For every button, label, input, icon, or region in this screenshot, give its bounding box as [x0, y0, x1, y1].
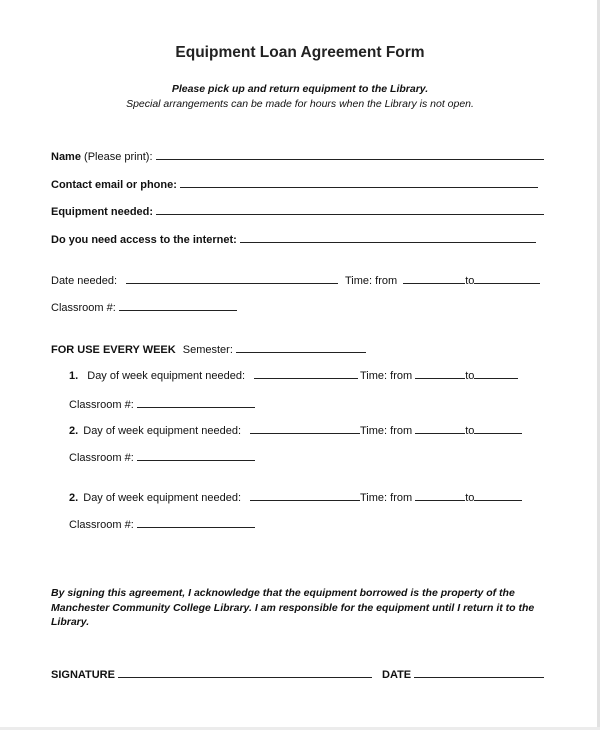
pickup-instruction: Please pick up and return equipment to the Library.	[171, 83, 429, 95]
internet-field[interactable]	[240, 233, 536, 243]
classroom-field[interactable]	[137, 518, 255, 528]
day-label: Day of week equipment needed:	[83, 425, 242, 437]
equipment-row	[51, 205, 544, 218]
weekly-entry-2-classroom-row	[69, 451, 255, 464]
day-field[interactable]	[250, 491, 360, 501]
entry-number: 1.	[69, 370, 79, 382]
entry-number: 2.	[69, 425, 79, 437]
signature-row	[51, 668, 372, 681]
weekly-entry-1-day-row	[69, 369, 358, 382]
special-arrangements-note: Special arrangements can be made for hours when the Library is not open.	[126, 98, 474, 110]
contact-row	[51, 178, 538, 191]
classroom-field[interactable]	[137, 451, 255, 461]
signature-field[interactable]	[118, 668, 372, 678]
classroom-label: Classroom #:	[69, 452, 134, 464]
classroom-row	[51, 301, 237, 314]
signature-date-field[interactable]	[414, 668, 544, 678]
date-needed-row	[51, 274, 338, 287]
classroom-field[interactable]	[137, 398, 255, 408]
name-label: Name	[51, 151, 81, 163]
classroom-field[interactable]	[119, 301, 237, 311]
time-to-field[interactable]	[474, 369, 518, 379]
weekly-entry-3-time-row	[360, 491, 522, 504]
equipment-label: Equipment needed:	[51, 206, 154, 218]
time-to-label: to	[465, 425, 475, 437]
date-time-row	[345, 274, 540, 287]
weekly-heading-row	[51, 343, 366, 356]
time-from-field[interactable]	[415, 424, 465, 434]
time-from-field[interactable]	[415, 369, 465, 379]
semester-label: Semester:	[182, 344, 233, 356]
date-needed-label: Date needed:	[51, 275, 118, 287]
time-from-field[interactable]	[415, 491, 465, 501]
weekly-entry-2-time-row	[360, 424, 522, 437]
weekly-entry-2-day-row	[69, 424, 360, 437]
classroom-label: Classroom #:	[69, 399, 134, 411]
weekly-entry-3-day-row	[69, 491, 360, 504]
time-to-field[interactable]	[474, 424, 522, 434]
contact-field[interactable]	[180, 178, 538, 188]
semester-field[interactable]	[236, 343, 366, 353]
time-from-label: Time: from	[360, 370, 413, 382]
time-to-label: to	[465, 275, 475, 287]
date-needed-field[interactable]	[126, 274, 338, 284]
time-from-label: Time: from	[345, 275, 398, 287]
internet-row	[51, 233, 536, 246]
signature-date-label: DATE	[382, 669, 412, 681]
contact-label: Contact email or phone:	[51, 179, 177, 191]
name-note: (Please print):	[84, 151, 153, 163]
weekly-entry-1-time-row	[360, 369, 518, 382]
signature-label: SIGNATURE	[51, 669, 115, 681]
entry-number: 2.	[69, 492, 79, 504]
form-title: Equipment Loan Agreement Form	[175, 44, 425, 61]
classroom-label: Classroom #:	[51, 302, 116, 314]
name-field[interactable]	[156, 150, 544, 160]
time-from-label: Time: from	[360, 425, 413, 437]
internet-label: Do you need access to the internet:	[51, 234, 237, 246]
day-label: Day of week equipment needed:	[83, 492, 242, 504]
day-field[interactable]	[254, 369, 358, 379]
time-to-label: to	[465, 370, 475, 382]
weekly-entry-1-classroom-row	[69, 398, 255, 411]
time-from-field[interactable]	[403, 274, 465, 284]
time-to-field[interactable]	[474, 491, 522, 501]
weekly-entry-3-classroom-row	[69, 518, 255, 531]
signature-date-row	[382, 668, 544, 681]
time-from-label: Time: from	[360, 492, 413, 504]
classroom-label: Classroom #:	[69, 519, 134, 531]
equipment-field[interactable]	[156, 205, 544, 215]
agreement-text: By signing this agreement, I acknowledge that the equipment borrowed is the property of the Manchester Community College Library. I am responsible for the equipment until I return it to the Library.	[51, 587, 535, 628]
time-to-label: to	[465, 492, 475, 504]
name-row	[51, 150, 544, 163]
day-field[interactable]	[250, 424, 360, 434]
weekly-heading: FOR USE EVERY WEEK	[51, 344, 176, 356]
day-label: Day of week equipment needed:	[87, 370, 246, 382]
time-to-field[interactable]	[474, 274, 540, 284]
